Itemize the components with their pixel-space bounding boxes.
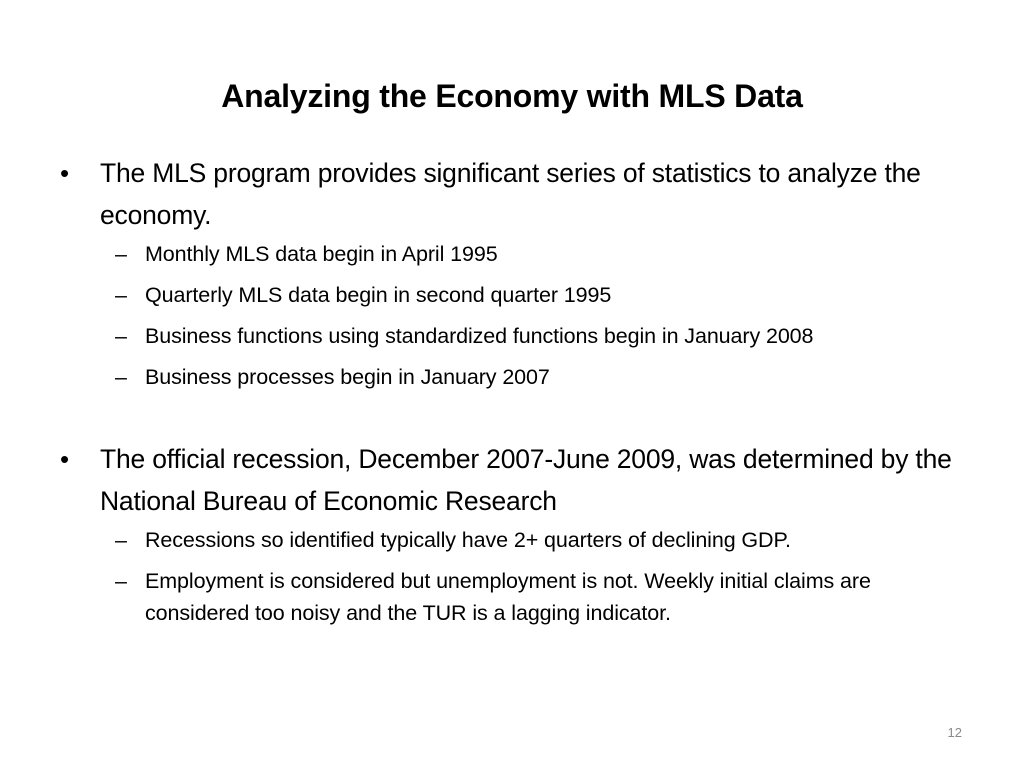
sub-bullet-text: Business functions using standardized functions begin in January 2008 [145, 324, 814, 348]
sub-bullet-text: Recessions so identified typically have 2+ quarters of declining GDP. [145, 528, 791, 552]
bullet-dot-icon: • [60, 158, 69, 188]
sub-bullet-list [58, 238, 978, 393]
spacer [58, 402, 978, 438]
dash-icon: – [115, 365, 127, 389]
bullet-item [58, 438, 978, 522]
sub-bullet-item [58, 238, 978, 270]
dash-icon: – [115, 569, 127, 593]
sub-bullet-item [58, 279, 978, 311]
sub-bullet-item [58, 361, 978, 393]
bullet-text: The official recession, December 2007-June 2009, was determined by the National Bureau of Economic Research [100, 444, 952, 516]
page-number: 12 [947, 725, 962, 740]
sub-bullet-text: Employment is considered but unemployment is not. Weekly initial claims are considered too noisy and the TUR is a lagging indicator. [145, 569, 871, 625]
bullet-item [58, 152, 978, 236]
sub-bullet-text: Business processes begin in January 2007 [145, 365, 550, 389]
dash-icon: – [115, 528, 127, 552]
bullet-dot-icon: • [60, 444, 69, 474]
slide-title: Analyzing the Economy with MLS Data [221, 78, 803, 114]
dash-icon: – [115, 283, 127, 307]
sub-bullet-item [58, 320, 978, 352]
dash-icon: – [115, 242, 127, 266]
slide-content [58, 152, 978, 638]
sub-bullet-text: Quarterly MLS data begin in second quarter 1995 [145, 283, 612, 307]
bullet-text: The MLS program provides significant series of statistics to analyze the economy. [100, 158, 921, 230]
sub-bullet-item [58, 565, 978, 629]
dash-icon: – [115, 324, 127, 348]
sub-bullet-text: Monthly MLS data begin in April 1995 [145, 242, 498, 266]
sub-bullet-item [58, 524, 978, 556]
sub-bullet-list [58, 524, 978, 629]
